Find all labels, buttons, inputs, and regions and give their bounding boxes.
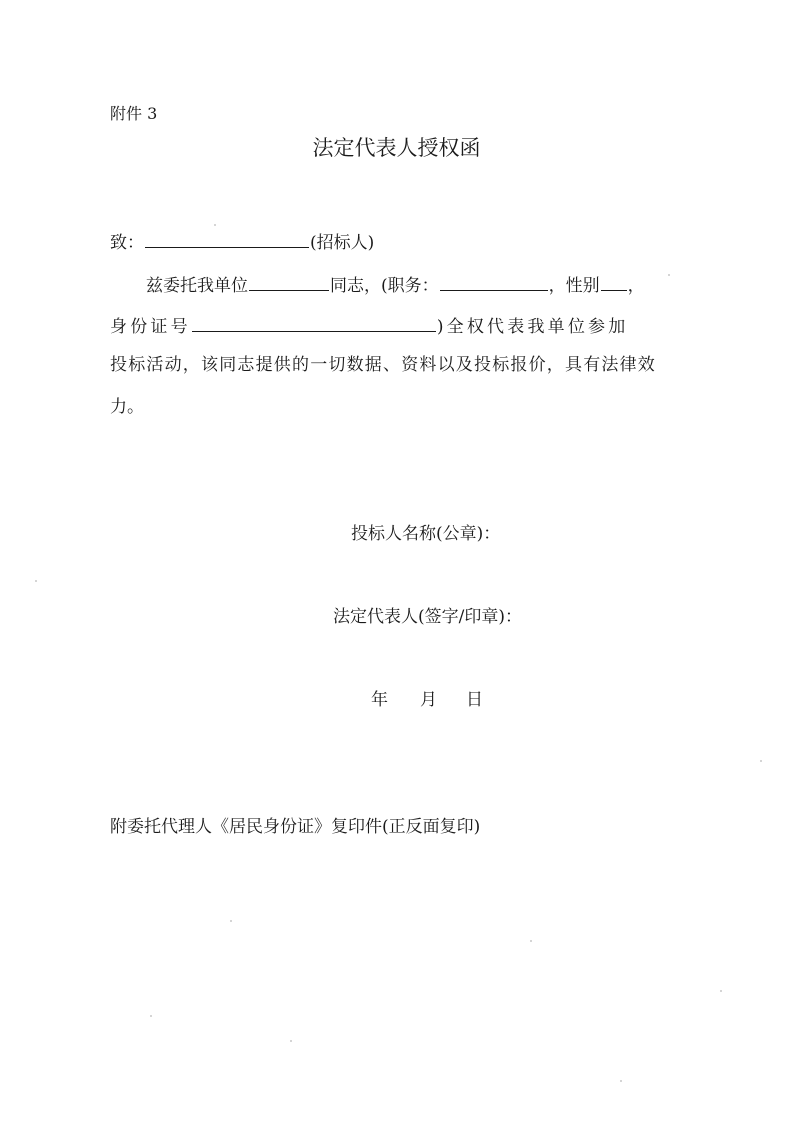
tenderer-blank[interactable] [145,229,309,248]
date-year: 年 [371,690,388,710]
p1-text-d: ， [627,276,645,296]
scan-speck [620,1080,622,1082]
p2-text-b: )全权代表我单位参加 [436,317,629,337]
paragraph-line-4: 力。 [110,397,144,417]
paragraph-line-2 [110,313,628,339]
bidder-name-label: 投标人名称(公章)： [351,524,501,544]
name-blank[interactable] [249,272,329,291]
scan-speck [230,920,232,922]
scan-speck [35,580,37,582]
id-number-blank[interactable] [192,313,436,332]
scan-speck [150,1015,152,1017]
legal-representative-label: 法定代表人(签字/印章)： [333,607,522,627]
document-title: 法定代表人授权函 [312,136,481,160]
scan-speck [530,940,532,942]
date-month: 月 [420,690,437,710]
scan-speck [720,990,722,992]
attachment-note: 附委托代理人《居民身份证》复印件(正反面复印) [110,817,481,837]
scan-speck [214,224,216,226]
p1-text-b: 同志，(职务： [330,276,439,296]
paragraph-line-3: 投标活动，该同志提供的一切数据、资料以及投标报价，具有法律效 [110,355,656,375]
scan-speck [290,1040,292,1042]
p1-text-a: 兹委托我单位 [146,276,248,296]
gender-blank[interactable] [601,272,627,291]
p1-text-c: ，性别 [548,276,600,296]
to-suffix: (招标人) [310,233,375,253]
to-prefix: 致： [110,233,144,253]
annex-label: 附件 3 [110,104,158,123]
p2-text-a: 身份证号 [110,317,191,337]
paragraph-line-1 [146,272,645,298]
scan-speck [668,274,670,276]
date-day: 日 [466,690,483,710]
scan-speck [760,760,762,762]
to-line [110,229,374,255]
position-blank[interactable] [440,272,548,291]
